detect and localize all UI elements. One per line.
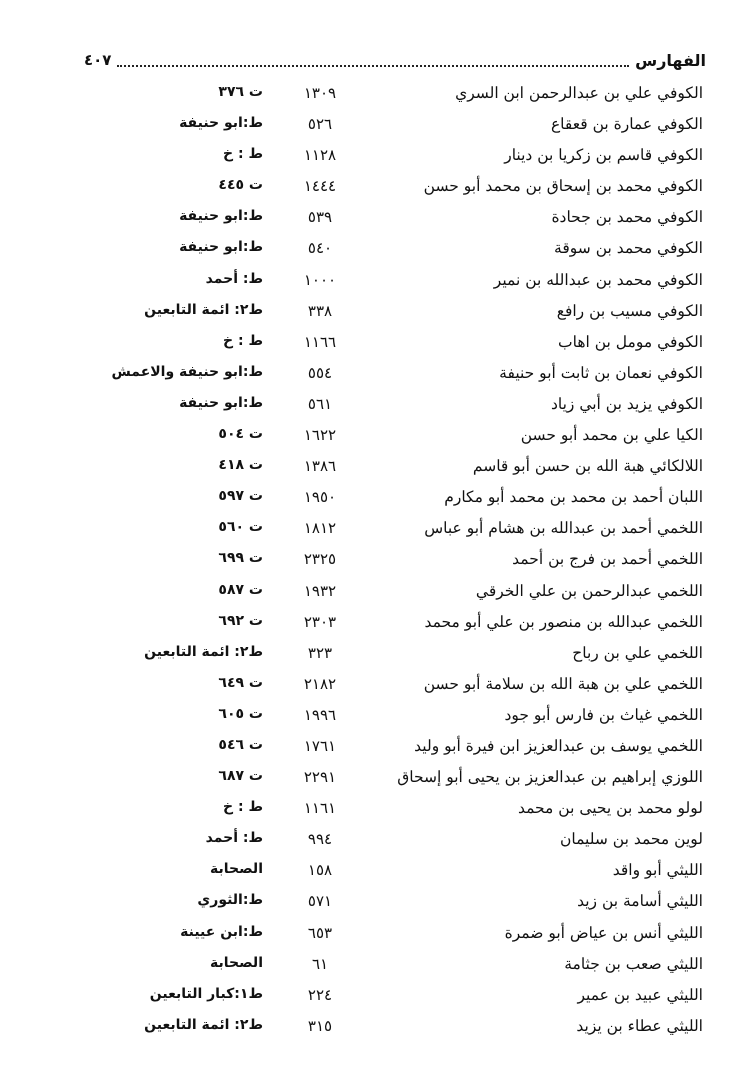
entry-reference: ت ٤١٨ <box>218 457 263 474</box>
index-entry <box>0 204 743 235</box>
entry-name: اللخمي غياث بن فارس أبو جود <box>504 705 703 724</box>
entry-name: الكوفي نعمان بن ثابت أبو حنيفة <box>499 363 703 382</box>
entry-name: الليثي أنس بن عياض أبو ضمرة <box>504 923 703 942</box>
entry-reference: ت ٦٤٩ <box>218 674 263 691</box>
entry-reference: ت ٦٠٥ <box>218 705 263 722</box>
index-entry <box>0 857 743 888</box>
header-leader-dots <box>117 53 629 67</box>
entry-name: الكوفي يزيد بن أبي زياد <box>550 394 703 413</box>
entry-number: ١٦٢٢ <box>303 426 337 445</box>
index-entry <box>0 920 743 951</box>
entry-number: ١١٦١ <box>303 799 337 818</box>
entry-reference: ط: أحمد <box>205 270 263 287</box>
entry-name: الليثي عطاء بن يزيد <box>576 1016 703 1035</box>
entry-name: اللخمي علي بن هبة الله بن سلامة أبو حسن <box>423 674 703 693</box>
entry-reference: ت ٥٠٤ <box>218 426 263 443</box>
entry-number: ٢٢٩١ <box>303 768 337 787</box>
index-entry <box>0 422 743 453</box>
entry-reference: الصحابة <box>210 954 263 971</box>
entry-number: ٥٣٩ <box>307 208 333 227</box>
entry-reference: ت ٦٨٧ <box>218 768 263 785</box>
index-entry <box>0 609 743 640</box>
index-entry <box>0 702 743 733</box>
entry-number: ١٠٠٠ <box>303 270 337 289</box>
entry-name: الكوفي مومل بن اهاب <box>558 332 703 351</box>
entry-number: ٥٦١ <box>307 394 333 413</box>
entry-reference: ط:ابو حنيفة <box>179 239 263 256</box>
index-entry <box>0 111 743 142</box>
entry-reference: ط٢: ائمة التابعين <box>144 301 263 318</box>
entry-name: الليثي أبو واقد <box>612 861 703 880</box>
entry-number: ٣١٥ <box>307 1016 333 1035</box>
entry-name: الكوفي مسيب بن رافع <box>556 301 703 320</box>
entry-name: اللخمي أحمد بن عبدالله بن هشام أبو عباس <box>424 519 703 538</box>
entry-number: ٢١٨٢ <box>303 674 337 693</box>
entry-number: ١٩٣٢ <box>303 581 337 600</box>
entry-name: الكوفي علي بن عبدالرحمن ابن السري <box>455 84 703 102</box>
entry-name: اللوزي إبراهيم بن عبدالعزيز بن يحيى أبو إسحاق <box>397 768 703 787</box>
entry-reference: ط:الثوري <box>197 892 263 909</box>
entry-reference: ت ٣٧٦ <box>218 84 263 100</box>
entry-number: ٢٣٢٥ <box>303 550 337 569</box>
entry-number: ٢٢٤ <box>307 985 333 1004</box>
entry-number: ٩٩٤ <box>307 830 333 849</box>
index-entry <box>0 733 743 764</box>
entry-name: الكوفي قاسم بن زكريا بن دينار <box>504 146 703 165</box>
entry-number: ١١٦٦ <box>303 332 337 351</box>
index-entry <box>0 267 743 298</box>
entry-number: ٥٧١ <box>307 892 333 911</box>
entry-reference: ت ٤٤٥ <box>218 177 263 194</box>
entry-number: ٣٣٨ <box>307 301 333 320</box>
entry-number: ١٩٥٠ <box>303 488 337 507</box>
entry-name: الليثي صعب بن جثامة <box>564 954 703 973</box>
entry-number: ١١٢٨ <box>303 146 337 165</box>
page-number: ٤٠٧ <box>84 51 112 69</box>
entry-number: ١٩٩٦ <box>303 705 337 724</box>
entry-reference: ط:ابو حنيفة <box>179 115 263 132</box>
index-entry <box>0 235 743 266</box>
entry-number: ١٥٨ <box>307 861 333 880</box>
index-list <box>0 80 743 1044</box>
entry-reference: ت ٥٦٠ <box>218 519 263 536</box>
entry-number: ٦١ <box>311 954 329 973</box>
index-entry <box>0 173 743 204</box>
entry-reference: ط : خ <box>223 332 263 349</box>
index-entry <box>0 329 743 360</box>
index-entry <box>0 795 743 826</box>
entry-name: الكوفي محمد بن جحادة <box>551 208 703 227</box>
entry-number: ١٤٤٤ <box>303 177 337 196</box>
page-header <box>84 46 706 74</box>
index-entry <box>0 640 743 671</box>
page-title: الفهارس <box>635 50 706 70</box>
index-entry <box>0 80 743 111</box>
index-entry <box>0 826 743 857</box>
index-entry <box>0 298 743 329</box>
index-entry <box>0 515 743 546</box>
index-entry <box>0 764 743 795</box>
index-entry <box>0 1013 743 1044</box>
entry-number: ١٨١٢ <box>303 519 337 538</box>
entry-name: اللخمي يوسف بن عبدالعزيز ابن فيرة أبو وليد <box>414 736 703 755</box>
entry-number: ٢٣٠٣ <box>303 612 337 631</box>
entry-name: اللبان أحمد بن محمد بن محمد أبو مكارم <box>444 488 703 507</box>
entry-name: الكوفي محمد بن إسحاق بن محمد أبو حسن <box>423 177 703 196</box>
index-entry <box>0 453 743 484</box>
entry-reference: ت ٥٨٧ <box>218 581 263 598</box>
entry-reference: ت ٥٩٧ <box>218 488 263 505</box>
index-entry <box>0 391 743 422</box>
entry-reference: ط٢: ائمة التابعين <box>144 1016 263 1033</box>
index-entry <box>0 360 743 391</box>
index-entry <box>0 578 743 609</box>
index-entry <box>0 142 743 173</box>
index-entry <box>0 671 743 702</box>
entry-number: ٥٤٠ <box>307 239 333 258</box>
entry-reference: ت ٦٩٩ <box>218 550 263 567</box>
entry-reference: ت ٥٤٦ <box>218 736 263 753</box>
entry-name: اللخمي عبدالله بن منصور بن علي أبو محمد <box>424 612 703 631</box>
entry-name: اللخمي علي بن رباح <box>572 643 703 662</box>
entry-reference: ط:ابن عيينة <box>180 923 263 940</box>
entry-name: الكوفي محمد بن سوقة <box>554 239 703 258</box>
entry-reference: ط : خ <box>223 146 263 163</box>
entry-reference: ط:ابو حنيفة والاعمش <box>111 363 263 380</box>
entry-name: اللخمي عبدالرحمن بن علي الخرقي <box>475 581 703 600</box>
entry-reference: ت ٦٩٢ <box>218 612 263 629</box>
entry-name: الليثي أسامة بن زيد <box>577 892 703 911</box>
entry-name: لوين محمد بن سليمان <box>559 830 703 849</box>
entry-reference: ط: أحمد <box>205 830 263 847</box>
entry-number: ١٧٦١ <box>303 736 337 755</box>
entry-reference: ط١:كبار التابعين <box>149 985 263 1002</box>
entry-name: الكيا علي بن محمد أبو حسن <box>520 426 703 445</box>
index-entry <box>0 484 743 515</box>
index-entry <box>0 982 743 1013</box>
entry-number: ٥٢٦ <box>307 115 333 134</box>
entry-reference: ط : خ <box>223 799 263 816</box>
index-entry <box>0 888 743 919</box>
entry-number: ٦٥٣ <box>307 923 333 942</box>
entry-name: لولو محمد بن يحيى بن محمد <box>517 799 703 818</box>
entry-reference: ط:ابو حنيفة <box>179 208 263 225</box>
entry-name: اللالكائي هبة الله بن حسن أبو قاسم <box>472 457 703 476</box>
entry-name: الكوفي محمد بن عبدالله بن نمير <box>493 270 703 289</box>
entry-reference: ط٢: ائمة التابعين <box>144 643 263 660</box>
entry-name: الكوفي عمارة بن قعقاع <box>550 115 703 134</box>
index-entry <box>0 951 743 982</box>
entry-name: اللخمي أحمد بن فرج بن أحمد <box>512 550 703 569</box>
entry-reference: ط:ابو حنيفة <box>179 394 263 411</box>
entry-number: ٣٢٣ <box>307 643 333 662</box>
entry-reference: الصحابة <box>210 861 263 878</box>
entry-name: الليثي عبيد بن عمير <box>577 985 703 1004</box>
index-entry <box>0 546 743 577</box>
entry-number: ١٣٠٩ <box>303 84 337 102</box>
entry-number: ٥٥٤ <box>307 363 333 382</box>
entry-number: ١٣٨٦ <box>303 457 337 476</box>
